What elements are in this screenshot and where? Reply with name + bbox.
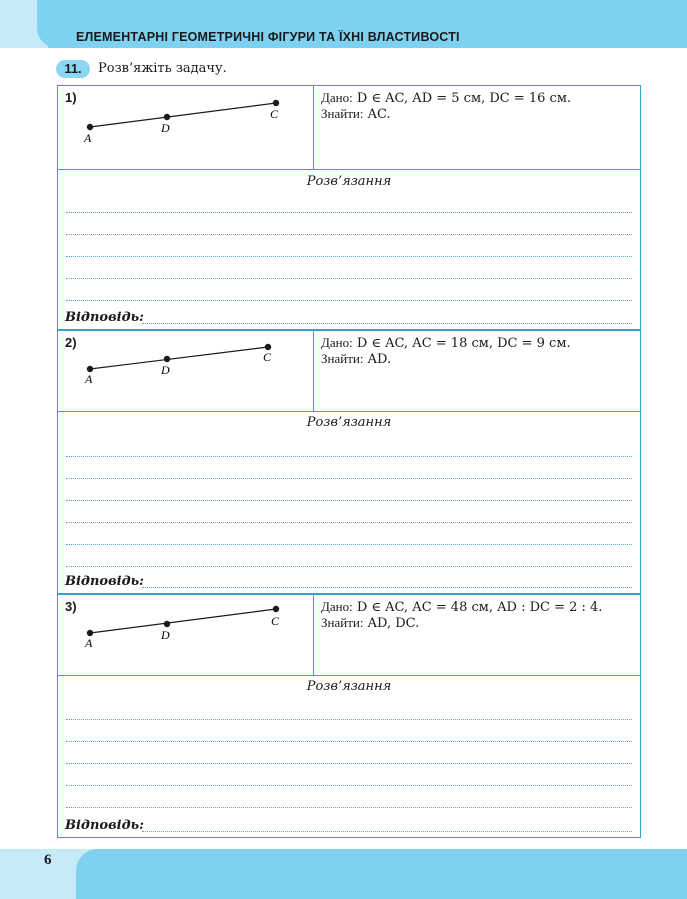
problem-3-given-box [57, 594, 641, 676]
task-number-badge: 11. [56, 60, 90, 78]
answer-field[interactable] [142, 323, 632, 324]
page-number: 6 [44, 852, 52, 868]
find-target: AD. [367, 352, 392, 367]
problem-1-segment-figure [58, 86, 314, 169]
problem-1-figure-cell [58, 86, 314, 169]
point-a [87, 124, 93, 130]
chapter-title: ЕЛЕМЕНТАРНІ ГЕОМЕТРИЧНІ ФІГУРИ ТА ЇХНІ ВЛАСТИВОСТІ [76, 30, 460, 44]
answer-label: Відповідь: [65, 310, 144, 325]
point-d [164, 621, 170, 627]
answer-line[interactable] [66, 300, 632, 301]
segment-ac [90, 347, 268, 369]
given-condition: D ∈ AC, AD = 5 см, DC = 16 см. [356, 91, 572, 106]
problem-2-segment-figure [58, 331, 314, 411]
answer-line[interactable] [66, 456, 632, 457]
problem-2-given [321, 335, 571, 367]
segment-ac [90, 609, 276, 633]
given-condition: D ∈ AC, AC = 48 см, AD : DC = 2 : 4. [356, 600, 603, 615]
point-c-label: C [263, 350, 272, 364]
answer-field[interactable] [142, 587, 632, 588]
point-a-label: A [85, 372, 93, 386]
task-prompt: Розв’яжіть задачу. [98, 61, 227, 76]
given-condition: D ∈ AC, AC = 18 см, DC = 9 см. [356, 336, 571, 351]
point-c-label: C [270, 107, 279, 121]
answer-line[interactable] [66, 807, 632, 808]
solution-title: Розв’язання [306, 679, 392, 694]
given-label: Дано: [321, 599, 353, 614]
answer-line[interactable] [66, 234, 632, 235]
point-d-label: D [161, 363, 170, 377]
answer-line[interactable] [66, 544, 632, 545]
problem-3-solution-box [57, 675, 641, 838]
answer-line[interactable] [66, 566, 632, 567]
problem-1-given-box [57, 85, 641, 170]
answer-line[interactable] [66, 785, 632, 786]
answer-label: Відповідь: [65, 818, 144, 833]
footer-band [76, 849, 687, 899]
point-d [164, 356, 170, 362]
solution-title: Розв’язання [306, 415, 392, 430]
point-d [164, 114, 170, 120]
answer-line[interactable] [66, 719, 632, 720]
answer-line[interactable] [66, 522, 632, 523]
given-label: Дано: [321, 90, 353, 105]
problem-2-solution-box [57, 411, 641, 594]
solution-title: Розв’язання [306, 174, 392, 189]
point-c-label: C [271, 614, 280, 628]
point-c [273, 100, 279, 106]
problem-2-number: 2) [65, 335, 77, 350]
answer-line[interactable] [66, 256, 632, 257]
problem-1-given [321, 90, 571, 122]
answer-line[interactable] [66, 478, 632, 479]
find-label: Знайти: [321, 351, 364, 366]
segment-ac [90, 103, 276, 127]
given-label: Дано: [321, 335, 353, 350]
find-label: Знайти: [321, 106, 364, 121]
problem-3-given [321, 599, 602, 631]
answer-field[interactable] [142, 831, 632, 832]
answer-line[interactable] [66, 500, 632, 501]
problem-1-number: 1) [65, 90, 77, 105]
answer-line[interactable] [66, 763, 632, 764]
point-a-label: A [84, 131, 92, 145]
point-c [273, 606, 279, 612]
answer-line[interactable] [66, 741, 632, 742]
answer-line[interactable] [66, 278, 632, 279]
problem-3-number: 3) [65, 599, 77, 614]
point-a-label: A [85, 636, 93, 650]
problem-2-given-box [57, 330, 641, 412]
problem-1-solution-box [57, 169, 641, 330]
problem-3-segment-figure [58, 595, 314, 675]
find-target: AD, DC. [367, 616, 420, 631]
find-label: Знайти: [321, 615, 364, 630]
answer-line[interactable] [66, 212, 632, 213]
problem-2-figure-cell [58, 331, 314, 411]
find-target: AC. [367, 107, 391, 122]
problem-3-figure-cell [58, 595, 314, 675]
point-d-label: D [161, 628, 170, 642]
answer-label: Відповідь: [65, 574, 144, 589]
point-d-label: D [161, 121, 170, 135]
